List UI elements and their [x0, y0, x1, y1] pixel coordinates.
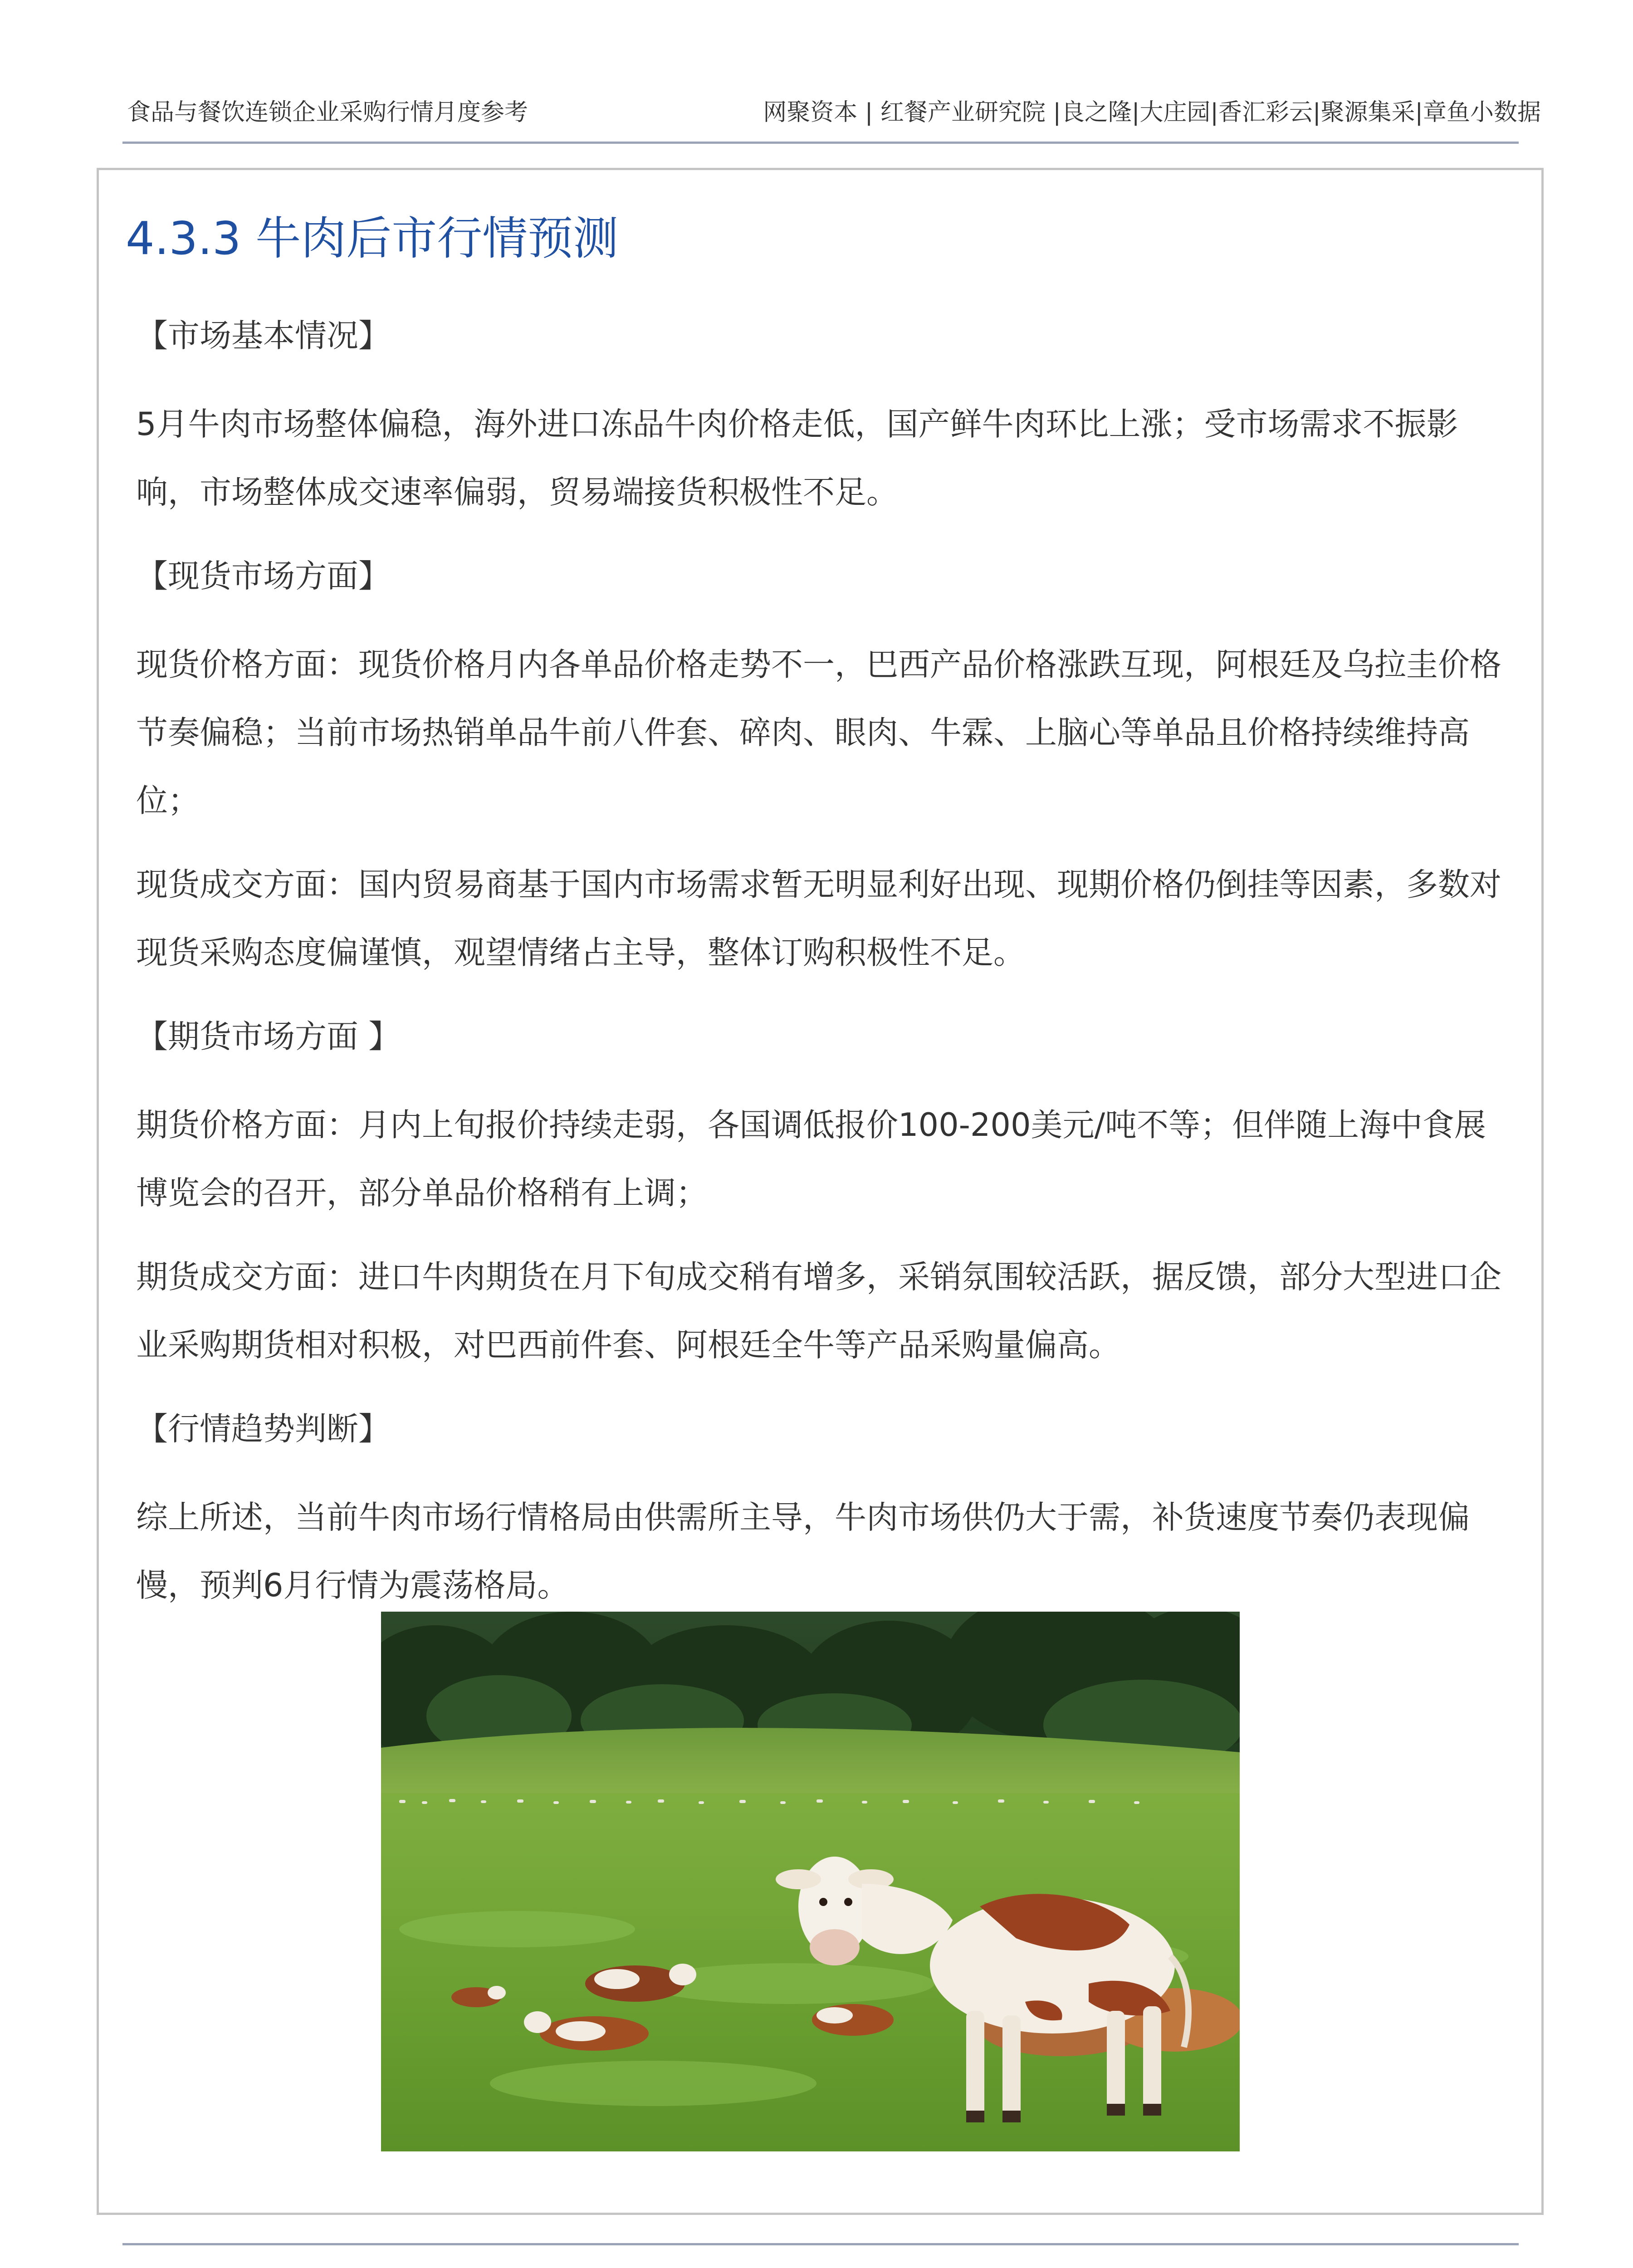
paragraph-spot-price: 现货价格方面：现货价格月内各单品价格走势不一，巴西产品价格涨跌互现，阿根廷及乌拉圭价格节奏偏稳；当前市场热销单品牛前八件套、碎肉、眼肉、牛霖、上脑心等单品且价格持续维持高位； [136, 646, 1501, 819]
section-body [136, 302, 1506, 1635]
paragraph-futures-price: 期货价格方面：月内上旬报价持续走弱，各国调低报价100-200美元/吨不等；但伴随上海中食展博览会的召开，部分单品价格稍有上调； [136, 1106, 1486, 1212]
sub-heading-futures-market: 【期货市场方面 】 [136, 1018, 401, 1055]
footer-divider [122, 2243, 1519, 2245]
paragraph-market-basics: 5月牛肉市场整体偏稳，海外进口冻品牛肉价格走低，国产鲜牛肉环比上涨；受市场需求不振影响，市场整体成交速率偏弱，贸易端接货积极性不足。 [136, 406, 1458, 511]
header-report-title: 食品与餐饮连锁企业采购行情月度参考 [127, 99, 528, 126]
header-divider [122, 142, 1519, 144]
sub-heading-trend-judgement: 【行情趋势判断】 [136, 1410, 390, 1447]
paragraph-futures-trade: 期货成交方面：进口牛肉期货在月下旬成交稍有增多，采销氛围较活跃，据反馈，部分大型进口企业采购期货相对积极，对巴西前件套、阿根廷全牛等产品采购量偏高。 [136, 1258, 1501, 1364]
sub-heading-market-basics: 【市场基本情况】 [136, 317, 390, 354]
paragraph-trend-judgement: 综上所述，当前牛肉市场行情格局由供需所主导，牛肉市场供仍大于需，补货速度节奏仍表现偏慢，预判6月行情为震荡格局。 [136, 1499, 1470, 1604]
paragraph-spot-trade: 现货成交方面：国内贸易商基于国内市场需求暂无明显利好出现、现期价格仍倒挂等因素，多数对现货采购态度偏谨慎，观望情绪占主导，整体订购积极性不足。 [136, 866, 1501, 971]
header-sources: 网聚资本 | 红餐产业研究院 |良之隆|大庄园|香汇彩云|聚源集采|章鱼小数据 [763, 99, 1541, 126]
sub-heading-spot-market: 【现货市场方面】 [136, 557, 390, 595]
cattle-pasture-photo [381, 1612, 1240, 2151]
section-title: 4.3.3 牛肉后市行情预测 [126, 212, 619, 265]
